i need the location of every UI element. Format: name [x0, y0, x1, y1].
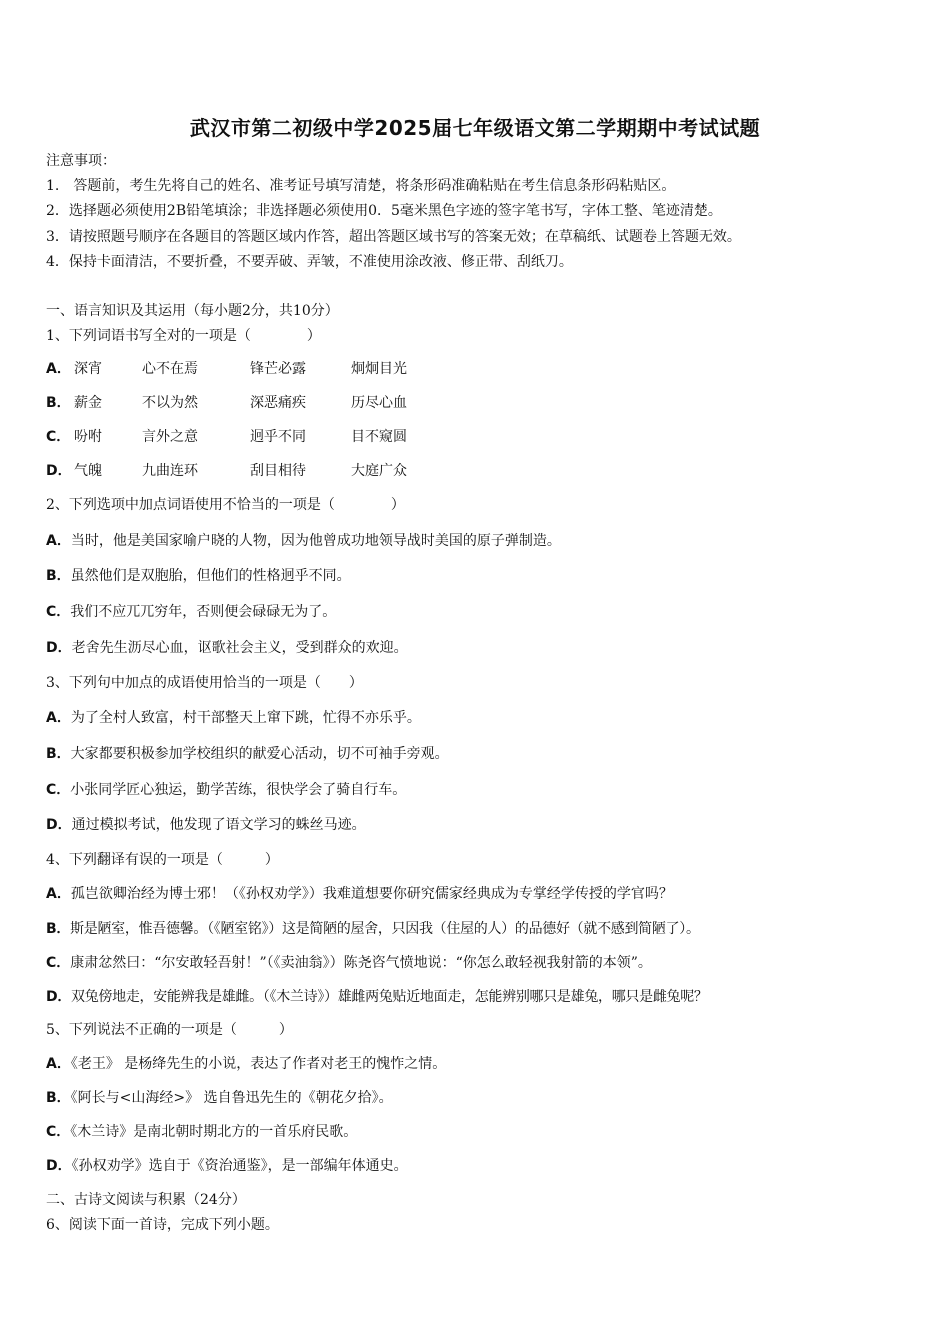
- notice-item-4: 4．保持卡面清洁，不要折叠，不要弄破、弄皱，不准使用涂改液、修正带、刮纸刀。: [46, 254, 573, 270]
- option-text: 为了全村人致富，村干部整天上窜下跳，忙得不亦乐乎。: [70, 710, 421, 726]
- option-label: A．: [46, 1056, 71, 1072]
- option-label: C．: [46, 782, 71, 798]
- q3-option-d: [46, 815, 366, 835]
- q4-option-c: [46, 953, 652, 973]
- option-text: 当时，他是美国家喻户晓的人物，因为他曾成功地领导战时美国的原子弹制造。: [70, 533, 561, 549]
- option-label: C．: [46, 429, 71, 445]
- option-text: 《木兰诗》是南北朝时期北方的一首乐府民歌。: [70, 1124, 358, 1140]
- q2-option-d: [46, 638, 408, 658]
- option-label: A．: [46, 886, 71, 902]
- word: 炯炯目光: [351, 361, 407, 377]
- word: 言外之意: [142, 429, 198, 445]
- q1-option-d: [46, 461, 546, 481]
- q3-stem: 3、下列句中加点的成语使用恰当的一项是（ ）: [46, 675, 363, 691]
- option-text: 《孙权劝学》选自于《资治通鉴》，是一部编年体通史。: [71, 1158, 408, 1174]
- q2-option-a: [46, 531, 561, 551]
- word: 迥乎不同: [250, 429, 306, 445]
- notice-heading: 注意事项：: [46, 153, 116, 169]
- option-text: 双兔傍地走，安能辨我是雄雌。（《木兰诗》）雄雌两兔贴近地面走，怎能辨别哪只是雄兔，哪只是雌兔呢？: [71, 989, 708, 1005]
- option-label: D．: [46, 817, 72, 833]
- q5-stem: 5、下列说法不正确的一项是（ ）: [46, 1022, 293, 1038]
- word: 心不在焉: [142, 361, 198, 377]
- q4-option-d: [46, 987, 708, 1007]
- notice-item-2: 2．选择题必须使用2B铅笔填涂；非选择题必须使用0．5毫米黑色字迹的签字笔书写，字体工整、笔迹清楚。: [46, 203, 722, 219]
- notice-item-1: 1. 答题前，考生先将自己的姓名、准考证号填写清楚，将条形码准确粘贴在考生信息条形码粘贴区。: [46, 178, 676, 194]
- section-heading-2: 二、古诗文阅读与积累（24分）: [46, 1192, 246, 1208]
- word: 目不窥圆: [351, 429, 407, 445]
- word: 九曲连环: [142, 463, 198, 479]
- notice-item-3: 3．请按照题号顺序在各题目的答题区域内作答，超出答题区域书写的答案无效；在草稿纸、试题卷上答题无效。: [46, 229, 741, 245]
- option-label: D．: [46, 463, 72, 479]
- q5-option-d: [46, 1156, 408, 1176]
- option-text: 通过模拟考试，他发现了语文学习的蛛丝马迹。: [71, 817, 366, 833]
- q3-option-c: [46, 780, 406, 800]
- option-text: 康肃忿然曰：“尔安敢轻吾射！”（《卖油翁》）陈尧咨气愤地说：“你怎么敢轻视我射箭的本领”。: [70, 955, 652, 971]
- q2-stem: 2、下列选项中加点词语使用不恰当的一项是（ ）: [46, 497, 405, 513]
- word: 吩咐: [74, 429, 102, 445]
- option-label: B．: [46, 1090, 71, 1106]
- word: 锋芒必露: [250, 361, 306, 377]
- option-label: C．: [46, 1124, 71, 1140]
- q1-option-c: [46, 427, 546, 447]
- option-text: 老舍先生沥尽心血，讴歌社会主义，受到群众的欢迎。: [71, 640, 408, 656]
- option-text: 孤岂欲卿治经为博士邪！（《孙权劝学》）我难道想要你研究儒家经典成为专掌经学传授的学官吗？: [70, 886, 673, 902]
- word: 深宵: [74, 361, 102, 377]
- exam-title: 武汉市第二初级中学2025届七年级语文第二学期期中考试试题: [189, 116, 761, 140]
- option-label: C．: [46, 604, 71, 620]
- word: 气魄: [74, 463, 102, 479]
- q3-option-b: [46, 744, 449, 764]
- q1-option-b: [46, 393, 546, 413]
- option-text: 小张同学匠心独运，勤学苦练，很快学会了骑自行车。: [70, 782, 407, 798]
- option-text: 《阿长与<山海经>》 选自鲁迅先生的《朝花夕拾》。: [70, 1090, 393, 1106]
- option-label: B．: [46, 746, 71, 762]
- q4-option-b: [46, 919, 700, 939]
- q5-option-a: [46, 1054, 446, 1074]
- word: 深恶痛疾: [250, 395, 306, 411]
- option-label: B．: [46, 568, 71, 584]
- option-label: B．: [46, 921, 71, 937]
- word: 不以为然: [142, 395, 198, 411]
- option-text: 大家都要积极参加学校组织的献爱心活动，切不可袖手旁观。: [70, 746, 449, 762]
- option-label: A．: [46, 710, 71, 726]
- q4-stem: 4、下列翻译有误的一项是（ ）: [46, 852, 279, 868]
- section-heading-1: 一、语言知识及其运用（每小题2分，共10分）: [46, 303, 339, 319]
- option-label: C．: [46, 955, 71, 971]
- option-label: B．: [46, 395, 71, 411]
- option-label: D．: [46, 640, 72, 656]
- q5-option-b: [46, 1088, 393, 1108]
- q4-option-a: [46, 884, 673, 904]
- option-text: 我们不应兀兀穷年，否则便会碌碌无为了。: [70, 604, 337, 620]
- q6-stem: 6、阅读下面一首诗，完成下列小题。: [46, 1217, 279, 1233]
- q3-option-a: [46, 708, 421, 728]
- q2-option-b: [46, 566, 351, 586]
- option-label: A．: [46, 533, 71, 549]
- q2-option-c: [46, 602, 336, 622]
- option-text: 虽然他们是双胞胎，但他们的性格迥乎不同。: [70, 568, 351, 584]
- word: 历尽心血: [351, 395, 407, 411]
- q1-option-a: [46, 359, 546, 379]
- q5-option-c: [46, 1122, 357, 1142]
- word: 大庭广众: [351, 463, 407, 479]
- option-text: 斯是陋室，惟吾德馨。（《陋室铭》）这是简陋的屋舍，只因我（住屋的人）的品德好（就不感到简陋了）。: [70, 921, 700, 937]
- word: 刮目相待: [250, 463, 306, 479]
- option-label: D．: [46, 1158, 72, 1174]
- q1-stem: 1、下列词语书写全对的一项是（ ）: [46, 328, 321, 344]
- option-text: 《老王》 是杨绛先生的小说，表达了作者对老王的愧怍之情。: [70, 1056, 447, 1072]
- option-label: A．: [46, 361, 71, 377]
- word: 薪金: [74, 395, 102, 411]
- option-label: D．: [46, 989, 72, 1005]
